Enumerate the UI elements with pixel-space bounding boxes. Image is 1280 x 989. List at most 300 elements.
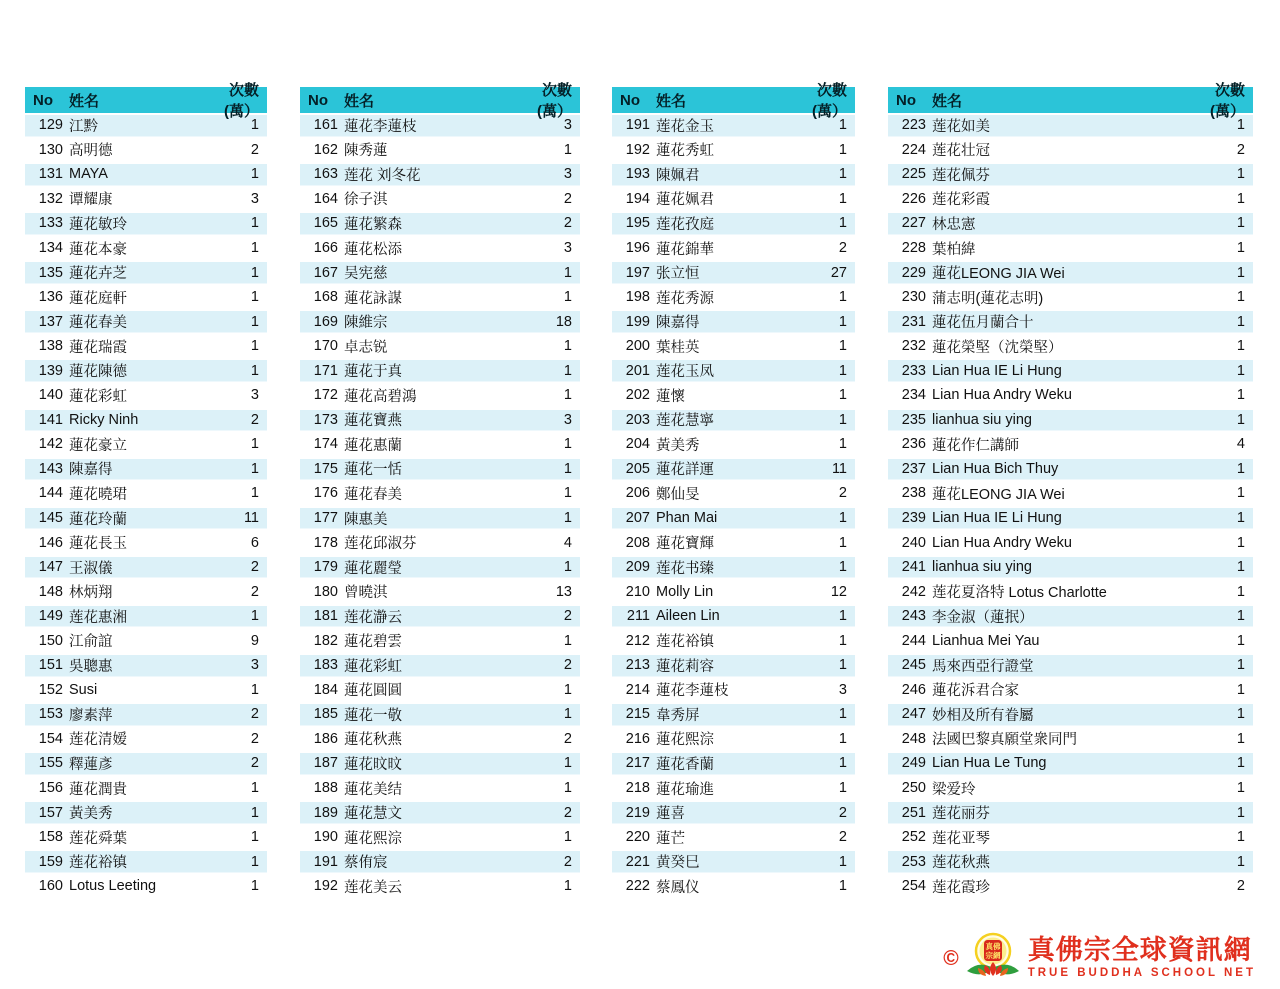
- name-cell: 林炳翔: [69, 585, 113, 602]
- count-cell: 1: [838, 141, 847, 158]
- table-row: [300, 187, 580, 212]
- row-number-cell: 180: [313, 583, 338, 600]
- name-cell: 蓮花松添: [344, 241, 402, 258]
- count-cell: 1: [250, 681, 259, 698]
- table-row: [25, 628, 267, 653]
- name-cell: 莲花 刘冬花: [344, 167, 421, 184]
- name-cell: 吳聰惠: [69, 658, 113, 675]
- table-row: [25, 849, 267, 874]
- count-cell: 2: [250, 141, 259, 158]
- count-cell: 6: [250, 534, 259, 551]
- name-cell: Phan Mai: [656, 510, 718, 527]
- table-row: [888, 211, 1253, 236]
- count-cell: 1: [250, 289, 259, 306]
- count-cell: 1: [563, 338, 572, 355]
- row-number-cell: 209: [625, 559, 650, 576]
- table-row: [612, 849, 855, 874]
- row-number-cell: 171: [313, 362, 338, 379]
- count-cell: 1: [1236, 166, 1245, 183]
- row-number-cell: 237: [901, 460, 926, 477]
- table-row: [25, 358, 267, 383]
- row-number-cell: 174: [313, 436, 338, 453]
- count-cell: 1: [250, 485, 259, 502]
- count-cell: 1: [838, 730, 847, 747]
- row-number-cell: 150: [38, 632, 63, 649]
- count-cell: 1: [838, 632, 847, 649]
- count-cell: 1: [838, 608, 847, 625]
- name-cell: 江黔: [69, 118, 98, 135]
- table-row: [25, 260, 267, 285]
- row-number-cell: 195: [625, 215, 650, 232]
- table-row: [25, 653, 267, 678]
- count-cell: 1: [563, 510, 572, 527]
- table-row: [612, 481, 855, 506]
- row-number-cell: 135: [38, 264, 63, 281]
- row-number-cell: 215: [625, 706, 650, 723]
- name-cell: 蔡侑宸: [344, 855, 388, 872]
- count-cell: 2: [1236, 141, 1245, 158]
- table-row: [612, 628, 855, 653]
- name-cell: 李金淑（蓮抿）: [932, 609, 1034, 626]
- count-cell: 1: [1236, 534, 1245, 551]
- table-row: [25, 285, 267, 310]
- table-row: [888, 309, 1253, 334]
- count-cell: 1: [563, 878, 572, 895]
- table-row: [612, 825, 855, 850]
- row-number-cell: 230: [901, 289, 926, 306]
- name-cell: 蓮花美结: [344, 781, 402, 798]
- name-cell: 莲花佩芬: [932, 167, 990, 184]
- name-cell: 莲花玉凤: [656, 364, 714, 381]
- count-cell: 1: [250, 853, 259, 870]
- name-cell: 陳惠美: [344, 511, 388, 528]
- count-cell: 2: [838, 804, 847, 821]
- row-number-cell: 181: [313, 608, 338, 625]
- name-cell: 蓮花詠謀: [344, 290, 402, 307]
- row-number-cell: 233: [901, 362, 926, 379]
- count-cell: 1: [838, 706, 847, 723]
- name-cell: Lotus Leeting: [69, 878, 157, 895]
- row-number-cell: 164: [313, 190, 338, 207]
- logo-title: 真佛宗全球資訊網: [1027, 935, 1252, 967]
- count-cell: 1: [1236, 804, 1245, 821]
- count-cell: 1: [563, 780, 572, 797]
- count-cell: 1: [1236, 706, 1245, 723]
- count-cell: 1: [250, 608, 259, 625]
- table-row: [300, 874, 580, 899]
- count-cell: 1: [838, 338, 847, 355]
- name-cell: 莲花美云: [344, 879, 402, 896]
- table-row: [612, 678, 855, 703]
- table-row: [300, 138, 580, 163]
- row-number-cell: 224: [901, 141, 926, 158]
- count-cell: 2: [838, 240, 847, 256]
- table-row: [25, 874, 267, 899]
- name-cell: 蓮花LEONG JIA Wei: [932, 266, 1065, 283]
- table-row: [300, 334, 580, 359]
- count-cell: 2: [250, 411, 259, 428]
- row-number-cell: 173: [313, 411, 338, 428]
- row-number-cell: 189: [313, 804, 338, 821]
- table-row: [25, 334, 267, 359]
- row-number-cell: 193: [625, 166, 650, 183]
- count-cell: 1: [250, 240, 259, 256]
- name-cell: 黃美秀: [69, 806, 113, 823]
- name-cell: 蓮花繁森: [344, 216, 402, 233]
- name-cell: 蓮花慧文: [344, 806, 402, 823]
- column-header-no: No: [308, 91, 328, 109]
- name-cell: 蓮花瑞霞: [69, 339, 127, 356]
- row-number-cell: 227: [901, 215, 926, 232]
- row-number-cell: 202: [625, 387, 650, 404]
- table-row: [300, 530, 580, 555]
- row-number-cell: 182: [313, 632, 338, 649]
- row-number-cell: 221: [625, 853, 650, 870]
- row-number-cell: 158: [38, 829, 63, 846]
- table-row: [300, 628, 580, 653]
- name-cell: 蓮花曉珺: [69, 486, 127, 503]
- row-number-cell: 190: [313, 829, 338, 846]
- name-cell: 陳維宗: [344, 315, 388, 332]
- table-row: [300, 579, 580, 604]
- count-cell: 1: [1236, 583, 1245, 600]
- count-cell: 1: [838, 289, 847, 306]
- table-row: [612, 408, 855, 433]
- name-cell: 蓮花玲蘭: [69, 511, 127, 528]
- count-cell: 11: [243, 510, 259, 527]
- column-header-no: No: [896, 91, 916, 109]
- row-number-cell: 191: [313, 853, 338, 870]
- name-cell: 馬來西亞行證堂: [932, 658, 1034, 675]
- row-number-cell: 186: [313, 730, 338, 747]
- table-row: [888, 555, 1253, 580]
- row-number-cell: 254: [901, 878, 926, 895]
- row-number-cell: 241: [901, 559, 926, 576]
- name-cell: 莲花孜庭: [656, 216, 714, 233]
- name-cell: 蓮花秀虹: [656, 143, 714, 160]
- count-cell: 1: [250, 264, 259, 281]
- table-row: [888, 800, 1253, 825]
- table-row: [888, 604, 1253, 629]
- table-row: [612, 702, 855, 727]
- table-row: [888, 432, 1253, 457]
- name-cell: 谭耀康: [69, 192, 113, 209]
- row-number-cell: 207: [625, 510, 650, 527]
- table-row: [888, 678, 1253, 703]
- column-header-name: 姓名: [69, 92, 100, 110]
- name-cell: lianhua siu ying: [932, 559, 1032, 576]
- count-cell: 1: [563, 632, 572, 649]
- count-cell: 1: [1236, 853, 1245, 870]
- table-row: [25, 727, 267, 752]
- count-cell: 1: [1236, 608, 1245, 625]
- name-cell: 蓮花惠蘭: [344, 437, 402, 454]
- name-cell: Molly Lin: [656, 583, 714, 600]
- row-number-cell: 192: [625, 141, 650, 158]
- row-number-cell: 133: [38, 215, 63, 232]
- name-cell: 蓮花李蓮枝: [656, 683, 729, 700]
- count-cell: 1: [838, 657, 847, 674]
- name-cell: 蓮花春美: [69, 315, 127, 332]
- lotus-seal-icon: [964, 932, 1022, 984]
- name-cell: 莲花亚琴: [932, 830, 990, 847]
- row-number-cell: 200: [625, 338, 650, 355]
- table-row: [612, 457, 855, 482]
- row-number-cell: 167: [313, 264, 338, 281]
- count-cell: 1: [563, 829, 572, 846]
- count-cell: 1: [838, 436, 847, 453]
- count-cell: 2: [563, 215, 572, 232]
- name-cell: 蓮花熙淙: [344, 830, 402, 847]
- row-number-cell: 231: [901, 313, 926, 330]
- count-cell: 1: [250, 829, 259, 846]
- table-row: [612, 751, 855, 776]
- table-row: [25, 751, 267, 776]
- row-number-cell: 238: [901, 485, 926, 502]
- count-cell: 1: [1236, 289, 1245, 306]
- table-row: [612, 555, 855, 580]
- table-row: [300, 604, 580, 629]
- row-number-cell: 235: [901, 411, 926, 428]
- table-row: [888, 408, 1253, 433]
- row-number-cell: 212: [625, 632, 650, 649]
- name-cell: 蓮花莉容: [656, 658, 714, 675]
- table-row: [25, 432, 267, 457]
- table-header-row: [25, 82, 267, 120]
- table-row: [888, 849, 1253, 874]
- table-row: [888, 628, 1253, 653]
- column-header-count: 次數(萬）: [537, 82, 572, 120]
- table-row: [25, 678, 267, 703]
- table-header-row: [888, 82, 1253, 120]
- table-row: [25, 113, 267, 138]
- table-row: [888, 481, 1253, 506]
- name-cell: 蓮花熙淙: [656, 732, 714, 749]
- name-cell: 莲花丽芬: [932, 806, 990, 823]
- column-header-name: 姓名: [656, 92, 687, 110]
- row-number-cell: 216: [625, 730, 650, 747]
- count-cell: 2: [838, 829, 847, 846]
- table-row: [888, 358, 1253, 383]
- name-cell: 莲花彩霞: [932, 192, 990, 209]
- svg-text:宗網: 宗網: [985, 951, 1001, 960]
- table-row: [888, 825, 1253, 850]
- name-cell: 蓮花庭軒: [69, 290, 127, 307]
- count-cell: 1: [563, 755, 572, 772]
- row-number-cell: 213: [625, 657, 650, 674]
- table-row: [612, 874, 855, 899]
- name-cell: 蓮花潤貴: [69, 781, 127, 798]
- name-cell: 莲花惠湘: [69, 609, 127, 626]
- table-row: [612, 334, 855, 359]
- name-cell: 莲花霞珍: [932, 879, 990, 896]
- row-number-cell: 149: [38, 608, 63, 625]
- table-row: [612, 604, 855, 629]
- row-number-cell: 192: [313, 878, 338, 895]
- count-cell: 1: [563, 387, 572, 404]
- name-cell: 法國巴黎真願堂衆同門: [932, 732, 1077, 749]
- name-cell: 莲花壮冠: [932, 143, 990, 160]
- count-cell: 1: [1236, 485, 1245, 502]
- name-cell: 蓮花李蓮枝: [344, 118, 417, 135]
- name-cell: 蓮花彩虹: [69, 388, 127, 405]
- count-cell: 2: [250, 706, 259, 723]
- name-cell: 莲花夏洛特 Lotus Charlotte: [932, 585, 1107, 602]
- table-row: [612, 285, 855, 310]
- count-cell: 1: [563, 706, 572, 723]
- table-row: [25, 579, 267, 604]
- name-cell: 徐子淇: [344, 192, 388, 209]
- name-cell: 莲花如美: [932, 118, 990, 135]
- column-header-no: No: [33, 91, 53, 109]
- count-cell: 1: [1236, 632, 1245, 649]
- table-row: [612, 432, 855, 457]
- table-row: [25, 506, 267, 531]
- name-cell: 莲花舜葉: [69, 830, 127, 847]
- count-cell: 2: [1236, 878, 1245, 895]
- logo-subtitle: TRUE BUDDHA SCHOOL NET: [1027, 966, 1256, 979]
- count-cell: 3: [250, 657, 259, 674]
- table-row: [612, 236, 855, 261]
- name-cell: Lian Hua Bich Thuy: [932, 460, 1059, 477]
- name-cell: 莲花裕镇: [69, 855, 127, 872]
- name-cell: Lian Hua IE Li Hung: [932, 510, 1062, 527]
- name-cell: 陳嘉得: [69, 462, 113, 479]
- table-row: [300, 481, 580, 506]
- row-number-cell: 225: [901, 166, 926, 183]
- count-cell: 1: [838, 117, 847, 134]
- name-cell: Lian Hua Le Tung: [932, 755, 1047, 772]
- name-cell: 黄癸巳: [656, 855, 700, 872]
- table-row: [300, 260, 580, 285]
- table-row: [300, 358, 580, 383]
- table-row: [25, 555, 267, 580]
- row-number-cell: 132: [38, 190, 63, 207]
- row-number-cell: 222: [625, 878, 650, 895]
- count-cell: 1: [1236, 387, 1245, 404]
- table-header-row: [612, 82, 855, 120]
- name-cell: 蓮花LEONG JIA Wei: [932, 486, 1065, 503]
- table-row: [25, 800, 267, 825]
- name-cell: 张立恒: [656, 266, 700, 283]
- name-cell: 蓮喜: [656, 806, 685, 823]
- count-cell: 1: [563, 485, 572, 502]
- count-cell: 1: [250, 780, 259, 797]
- count-cell: 1: [1236, 215, 1245, 232]
- name-count-table-4: [888, 82, 1253, 899]
- table-row: [612, 506, 855, 531]
- count-cell: 1: [563, 436, 572, 453]
- row-number-cell: 183: [313, 657, 338, 674]
- count-cell: 1: [1236, 780, 1245, 797]
- row-number-cell: 201: [625, 362, 650, 379]
- table-row: [300, 849, 580, 874]
- name-cell: 蓮花榮堅（沈榮堅）: [932, 339, 1063, 356]
- row-number-cell: 251: [901, 804, 926, 821]
- count-cell: 2: [250, 755, 259, 772]
- row-number-cell: 141: [38, 411, 63, 428]
- row-number-cell: 191: [625, 117, 650, 134]
- name-cell: 蓮花瑜進: [656, 781, 714, 798]
- count-cell: 1: [563, 141, 572, 158]
- row-number-cell: 199: [625, 313, 650, 330]
- row-number-cell: 240: [901, 534, 926, 551]
- count-cell: 3: [563, 240, 572, 256]
- table-row: [612, 138, 855, 163]
- name-cell: Lian Hua IE Li Hung: [932, 362, 1062, 379]
- table-row: [25, 162, 267, 187]
- name-cell: 釋蓮彥: [69, 756, 113, 773]
- row-number-cell: 246: [901, 681, 926, 698]
- row-number-cell: 247: [901, 706, 926, 723]
- name-cell: 蓮花本豪: [69, 241, 127, 258]
- column-header-count: 次數(萬）: [224, 82, 259, 120]
- count-cell: 2: [250, 559, 259, 576]
- table-row: [25, 530, 267, 555]
- table-row: [888, 776, 1253, 801]
- row-number-cell: 239: [901, 510, 926, 527]
- name-cell: 蓮花姵君: [656, 192, 714, 209]
- count-cell: 1: [838, 510, 847, 527]
- name-cell: 莲花金玉: [656, 118, 714, 135]
- count-cell: 1: [1236, 510, 1245, 527]
- count-cell: 3: [563, 411, 572, 428]
- name-cell: 蒲志明(蓮花志明): [932, 290, 1044, 307]
- table-row: [612, 309, 855, 334]
- count-cell: 1: [563, 289, 572, 306]
- count-cell: 11: [831, 460, 847, 477]
- count-cell: 1: [250, 313, 259, 330]
- table-row: [612, 530, 855, 555]
- count-cell: 1: [838, 559, 847, 576]
- table-row: [888, 506, 1253, 531]
- name-cell: MAYA: [69, 166, 108, 183]
- count-cell: 1: [250, 362, 259, 379]
- row-number-cell: 159: [38, 853, 63, 870]
- table-row: [25, 309, 267, 334]
- name-cell: 莲花慧寧: [656, 413, 714, 430]
- row-number-cell: 130: [38, 141, 63, 158]
- table-row: [888, 260, 1253, 285]
- row-number-cell: 229: [901, 264, 926, 281]
- name-cell: 蓮花泝君合家: [932, 683, 1019, 700]
- row-number-cell: 138: [38, 338, 63, 355]
- table-row: [300, 236, 580, 261]
- table-row: [888, 334, 1253, 359]
- count-cell: 13: [555, 583, 572, 600]
- name-cell: 蓮花長玉: [69, 536, 127, 553]
- count-cell: 1: [1236, 460, 1245, 477]
- row-number-cell: 217: [625, 755, 650, 772]
- row-number-cell: 151: [38, 657, 63, 674]
- row-number-cell: 161: [313, 117, 338, 134]
- name-cell: 王淑儀: [69, 560, 113, 577]
- row-number-cell: 143: [38, 460, 63, 477]
- name-cell: 陳秀蓮: [344, 143, 388, 160]
- row-number-cell: 250: [901, 780, 926, 797]
- table-row: [25, 211, 267, 236]
- table-row: [25, 383, 267, 408]
- table-row: [612, 653, 855, 678]
- name-count-table-2: [300, 82, 580, 899]
- row-number-cell: 219: [625, 804, 650, 821]
- row-number-cell: 249: [901, 755, 926, 772]
- name-cell: Lian Hua Andry Weku: [932, 534, 1072, 551]
- row-number-cell: 245: [901, 657, 926, 674]
- count-cell: 1: [838, 534, 847, 551]
- count-cell: 1: [1236, 117, 1245, 134]
- count-cell: 4: [1236, 436, 1245, 453]
